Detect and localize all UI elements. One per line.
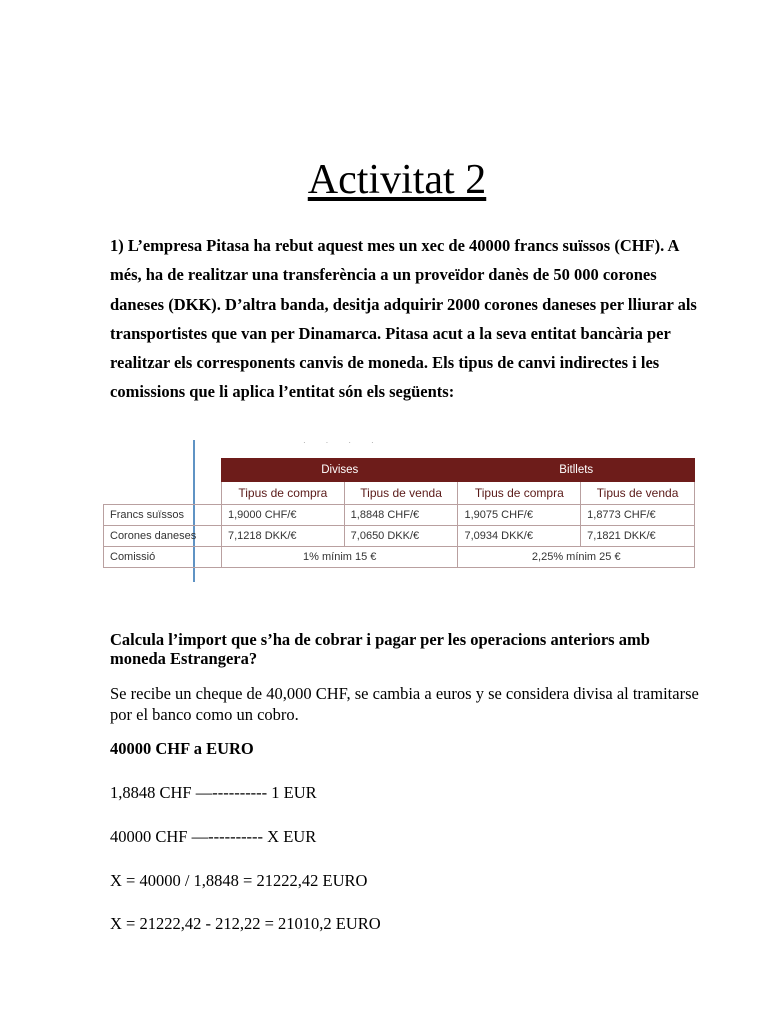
- commission-divises: 1% mínim 15 €: [222, 547, 458, 568]
- exchange-rate-table: [103, 458, 695, 568]
- page-title: Activitat 2: [307, 157, 487, 203]
- table-cell: 7,1218 DKK/€: [222, 526, 345, 547]
- table-cell: 7,1821 DKK/€: [581, 526, 695, 547]
- subheader-divises-compra: Tipus de compra: [222, 482, 345, 505]
- question: Calcula l’import que s’ha de cobrar i pagar per les operacions anteriors amb moneda Estrangera?: [110, 630, 650, 668]
- row-label: Francs suïssos: [104, 505, 222, 526]
- row-label: Comissió: [104, 547, 222, 568]
- calc-line: 1,8848 CHF —---------- 1 EUR: [110, 783, 317, 802]
- table-cell: 7,0934 DKK/€: [458, 526, 581, 547]
- table-cell: 1,8773 CHF/€: [581, 505, 695, 526]
- commission-bitllets: 2,25% mínim 25 €: [458, 547, 695, 568]
- activity-statement: 1) L’empresa Pitasa ha rebut aquest mes un xec de 40000 francs suïssos (CHF). A més, ha de realitzar una transferència a un proveïdor danès de 50 000 corones daneses (DKK). D’altra banda, desitja adquirir 2000 corones daneses per lliurar als transportistes que van per Dinamarca. Pitasa acut a la seva entitat bancària per realitzar els corresponents canvis de moneda. Els tipus de canvi indirectes i les comissions que li aplica l’entitat són els següents:: [110, 236, 697, 402]
- table-cell: 1,9000 CHF/€: [222, 505, 345, 526]
- table-decoration: ····: [303, 438, 394, 447]
- table-cell: 1,8848 CHF/€: [344, 505, 458, 526]
- table-row: [104, 526, 695, 547]
- table-row-commission: [104, 547, 695, 568]
- subheader-bitllets-venda: Tipus de venda: [581, 482, 695, 505]
- calc-line: X = 21222,42 - 212,22 = 21010,2 EURO: [110, 914, 381, 933]
- subheader-divises-venda: Tipus de venda: [344, 482, 458, 505]
- calc-line: X = 40000 / 1,8848 = 21222,42 EURO: [110, 871, 368, 890]
- table-row: [104, 505, 695, 526]
- subheader-bitllets-compra: Tipus de compra: [458, 482, 581, 505]
- answer-heading: 40000 CHF a EURO: [110, 739, 254, 758]
- exchange-rate-table-image: [103, 438, 698, 586]
- table-cell: 7,0650 DKK/€: [344, 526, 458, 547]
- table-cell: 1,9075 CHF/€: [458, 505, 581, 526]
- row-label: Corones daneses: [104, 526, 222, 547]
- group-header-bitllets: Bitllets: [458, 459, 695, 482]
- answer-intro: Se recibe un cheque de 40,000 CHF, se cambia a euros y se considera divisa al tramitarse por el banco como un cobro.: [110, 684, 699, 724]
- group-header-divises: Divises: [222, 459, 458, 482]
- table-corner: [104, 459, 222, 482]
- table-group-header-row: [104, 459, 695, 482]
- table-subheader-row: [104, 482, 695, 505]
- calc-line: 40000 CHF —---------- X EUR: [110, 827, 317, 846]
- table-corner: [104, 482, 222, 505]
